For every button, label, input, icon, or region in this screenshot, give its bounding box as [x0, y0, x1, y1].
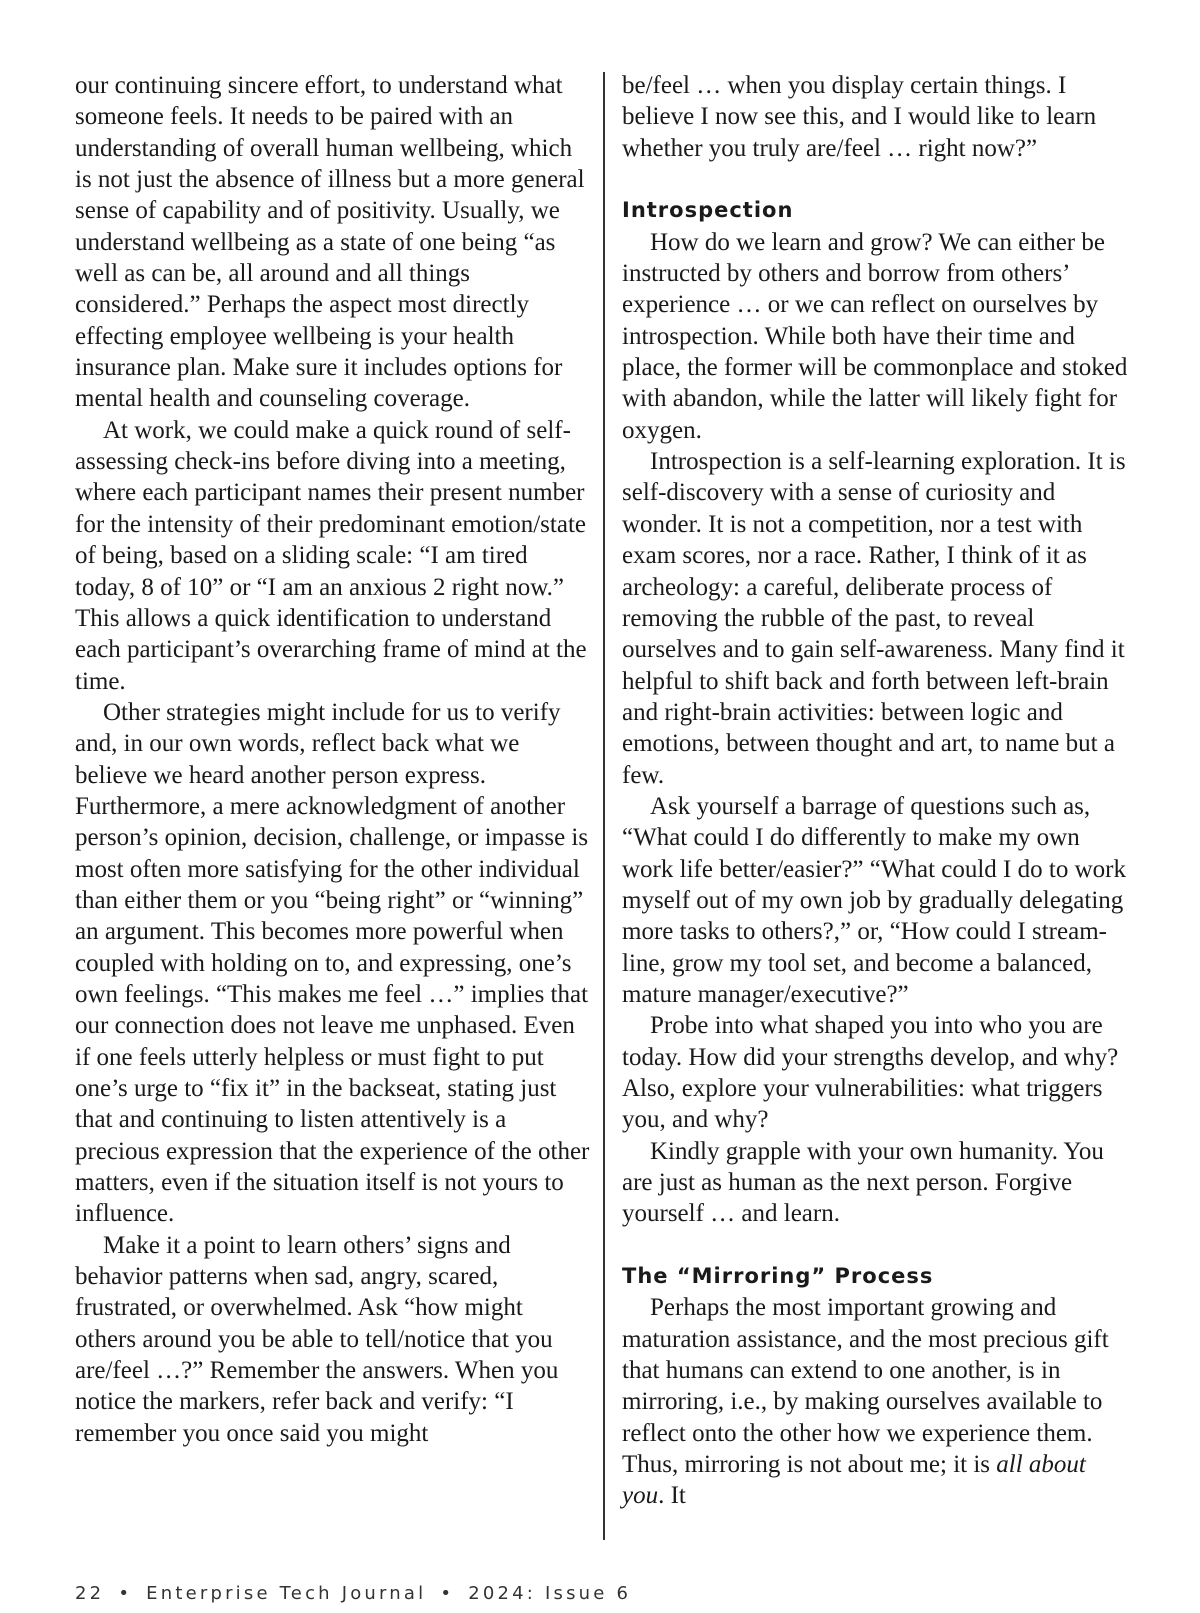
paragraph: Ask yourself a barrage of questions such as, “What could I do differently to make my own work life better/easier?” “What could I do to work myself out of my own job by gradually delegating more tasks to others?,” or, “How could I stream-line, grow my tool set, and become a balanced, mature manager/executive?” [622, 792, 1126, 1008]
paragraph: Other strategies might include for us to verify and, in our own words, reflect back what we believe we heard another person express. Furthermore, a mere acknowledgment of another person’s opinion, decision, challenge, or impasse is most often more satisfying for the other individual than either them or you “being right” or “winning” an argument. This becomes more powerful when coupled with holding on to, and expressing, one’s own feelings. “This makes me feel …” implies that our connection does not leave me unphased. Even if one feels utterly helpless or must fight to put one’s urge to “fix it” in the backseat, stating just that and continuing to listen attentively is a precious expression that the experience of the other matters, even if the situation itself is not yours to influence. [75, 698, 590, 1228]
issue-label: 2024: Issue 6 [468, 1583, 632, 1604]
paragraph-text: Perhaps the most important growing and maturation assistance, and the most precious gift that humans can extend to one another, is in mirroring, i.e., by making ourselves available to reflect onto the other how we experience them. Thus, mirroring is not about me; it is [622, 1294, 1109, 1479]
paragraph: At work, we could make a quick round of self-assessing check-ins before diving into a meeting, where each participant names their present number for the intensity of their predominant emotion/state of being, based on a sliding scale: “I am tired today, 8 of 10” or “I am an anxious 2 right now.” This allows a quick identification to understand each participant’s overarching frame of mind at the time. [75, 416, 587, 695]
paragraph: Introspection is a self-learning exploration. It is self-discovery with a sense of curiosity and wonder. It is not a competition, nor a test with exam scores, nor a race. Rather, I think of it as archeology: a careful, deliberate process of removing the rubble of the past, to reveal ourselves and to gain self-awareness. Many find it helpful to shift back and forth between left-brain and right-brain activities: between logic and emotions, between thought and art, to name but a few. [622, 448, 1126, 789]
paragraph: be/feel … when you display certain things. I believe I now see this, and I would like to learn whether you truly are/feel … right now?” [622, 72, 1097, 162]
page-footer [75, 1583, 631, 1604]
column-divider [603, 72, 605, 1540]
emphasis-text: all about you [622, 1451, 1086, 1510]
section-heading-introspection: Introspection [622, 198, 794, 223]
publication-name: Enterprise Tech Journal [146, 1583, 427, 1604]
section-heading-mirroring: The “Mirroring” Process [622, 1264, 934, 1289]
paragraph: Make it a point to learn others’ signs and behavior patterns when sad, angry, scared, frustrated, or overwhelmed. Ask “how might others around you be able to tell/notice that you are/feel …?” Remember the answers. When you notice the markers, refer back and verify: “I remember you once said you might [75, 1231, 559, 1447]
right-column [622, 70, 1134, 1512]
paragraph [622, 1292, 1134, 1511]
footer-bullet: • [440, 1583, 455, 1604]
footer-bullet: • [118, 1583, 133, 1604]
paragraph: our continuing sincere effort, to understand what someone feels. It needs to be paired with an understanding of overall human wellbeing, which is not just the absence of illness but a more general sense of capability and of positivity. Usually, we understand wellbeing as a state of one being “as well as can be, all around and all things considered.” Perhaps the aspect most directly effecting employee wellbeing is your health insurance plan. Make sure it includes options for mental health and counseling coverage. [75, 72, 585, 413]
paragraph: How do we learn and grow? We can either be instructed by others and borrow from others’ experience … or we can reflect on ourselves by introspection. While both have their time and place, the former will be commonplace and stoked with abandon, while the latter will likely fight for oxygen. [622, 228, 1128, 444]
left-column [75, 70, 590, 1449]
paragraph: Kindly grapple with your own humanity. You are just as human as the next person. Forgive yourself … and learn. [622, 1137, 1104, 1228]
paragraph-text: . It [658, 1482, 686, 1510]
page-number: 22 [75, 1583, 105, 1604]
paragraph: Probe into what shaped you into who you are today. How did your strengths develop, and why? Also, explore your vulnerabilities: what triggers you, and why? [622, 1012, 1119, 1134]
